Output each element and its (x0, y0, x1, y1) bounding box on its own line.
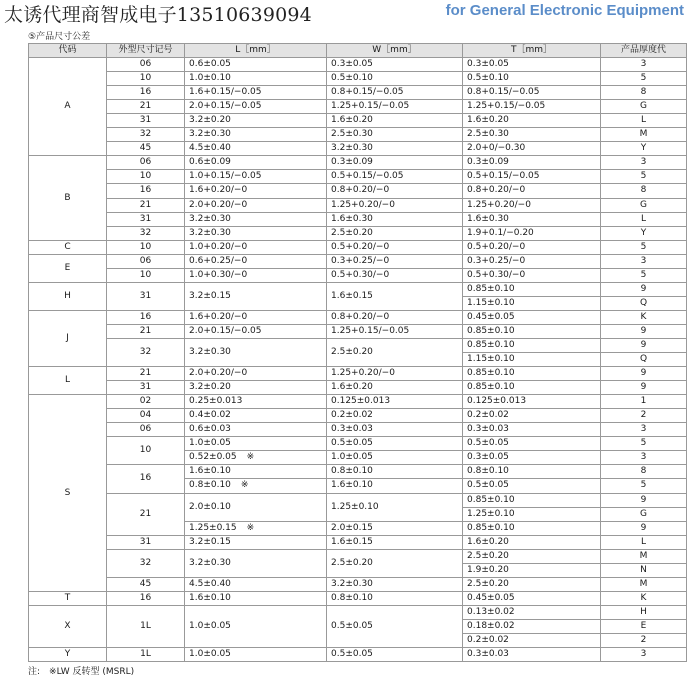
code-cell: B (29, 156, 107, 240)
length-value: 0.6±0.05 (189, 59, 231, 70)
thickness-code-cell: 9 (601, 367, 687, 381)
header-width: W［mm］ (327, 44, 463, 58)
width-cell: 0.5+0.30/−0 (327, 268, 463, 282)
thickness-cell: 2.0+0/−0.30 (463, 142, 601, 156)
code-cell: E (29, 254, 107, 282)
length-cell (185, 156, 327, 170)
thickness-code-cell: 3 (601, 423, 687, 437)
width-cell: 0.2±0.02 (327, 409, 463, 423)
thickness-code-cell: 9 (601, 493, 687, 507)
length-cell (185, 226, 327, 240)
size-cell: 32 (107, 128, 185, 142)
thickness-code-cell: 5 (601, 240, 687, 254)
length-cell (185, 409, 327, 423)
table-row (29, 268, 687, 282)
thickness-code-cell: 5 (601, 437, 687, 451)
thickness-code-cell: Q (601, 296, 687, 310)
thickness-cell: 0.85±0.10 (463, 367, 601, 381)
thickness-code-cell: 9 (601, 521, 687, 535)
length-value: 1.25±0.15 (189, 522, 237, 533)
length-cell (185, 212, 327, 226)
size-cell: 06 (107, 254, 185, 268)
table-row (29, 465, 687, 479)
thickness-cell: 2.5±0.30 (463, 128, 601, 142)
code-cell: C (29, 240, 107, 254)
width-cell: 0.5±0.10 (327, 72, 463, 86)
thickness-cell: 0.85±0.10 (463, 521, 601, 535)
width-cell: 0.8+0.20/−0 (327, 310, 463, 324)
width-cell: 1.25+0.15/−0.05 (327, 324, 463, 338)
length-value: 3.2±0.20 (189, 382, 231, 393)
length-value: 1.0±0.10 (189, 73, 231, 84)
table-row (29, 324, 687, 338)
thickness-cell: 1.25+0.15/−0.05 (463, 100, 601, 114)
thickness-code-cell: 3 (601, 254, 687, 268)
size-cell: 21 (107, 367, 185, 381)
length-cell (185, 521, 327, 535)
size-cell: 16 (107, 591, 185, 605)
width-cell: 0.5+0.15/−0.05 (327, 170, 463, 184)
thickness-code-cell: 8 (601, 184, 687, 198)
length-value: 1.6+0.20/−0 (189, 185, 248, 196)
thickness-cell: 0.18±0.02 (463, 619, 601, 633)
size-cell: 02 (107, 395, 185, 409)
thickness-code-cell: 5 (601, 268, 687, 282)
thickness-code-cell: M (601, 128, 687, 142)
length-cell (185, 535, 327, 549)
size-cell: 06 (107, 423, 185, 437)
thickness-cell: 0.5+0.30/−0 (463, 268, 601, 282)
width-cell: 2.5±0.20 (327, 226, 463, 240)
width-cell: 2.5±0.20 (327, 338, 463, 366)
thickness-cell: 1.9±0.20 (463, 563, 601, 577)
length-cell (185, 268, 327, 282)
length-value: 1.6+0.20/−0 (189, 311, 248, 322)
width-cell: 2.5±0.20 (327, 549, 463, 577)
width-cell: 1.25+0.20/−0 (327, 367, 463, 381)
length-value: 3.2±0.30 (189, 129, 231, 140)
thickness-code-cell: K (601, 310, 687, 324)
width-cell: 0.3±0.03 (327, 423, 463, 437)
width-cell: 1.6±0.15 (327, 535, 463, 549)
length-value: 0.6±0.09 (189, 157, 231, 168)
width-cell: 0.8±0.10 (327, 465, 463, 479)
length-cell (185, 100, 327, 114)
length-cell (185, 367, 327, 381)
length-value: 0.8±0.10 (189, 480, 231, 491)
table-row (29, 310, 687, 324)
thickness-cell: 0.5+0.20/−0 (463, 240, 601, 254)
size-cell: 10 (107, 240, 185, 254)
thickness-code-cell: 3 (601, 648, 687, 662)
width-cell: 1.6±0.30 (327, 212, 463, 226)
thickness-code-cell: 1 (601, 395, 687, 409)
size-cell: 06 (107, 58, 185, 72)
thickness-code-cell: 3 (601, 156, 687, 170)
length-cell (185, 338, 327, 366)
thickness-cell: 2.5±0.20 (463, 549, 601, 563)
thickness-code-cell: M (601, 577, 687, 591)
table-row (29, 72, 687, 86)
thickness-cell: 0.8±0.10 (463, 465, 601, 479)
dimension-tolerance-table (28, 43, 687, 662)
thickness-code-cell: G (601, 100, 687, 114)
length-cell (185, 493, 327, 521)
width-cell: 1.6±0.15 (327, 282, 463, 310)
thickness-code-cell: 8 (601, 86, 687, 100)
thickness-cell: 0.85±0.10 (463, 324, 601, 338)
thickness-cell: 0.3±0.03 (463, 648, 601, 662)
length-value: 1.0+0.30/−0 (189, 269, 248, 280)
table-row (29, 648, 687, 662)
thickness-cell: 0.125±0.013 (463, 395, 601, 409)
thickness-code-cell: H (601, 605, 687, 619)
size-cell: 1L (107, 605, 185, 647)
length-cell (185, 423, 327, 437)
thickness-cell: 0.85±0.10 (463, 338, 601, 352)
width-cell: 1.6±0.20 (327, 381, 463, 395)
table-row (29, 114, 687, 128)
length-cell (185, 395, 327, 409)
length-cell (185, 282, 327, 310)
thickness-code-cell: L (601, 212, 687, 226)
table-row (29, 423, 687, 437)
length-value: 3.2±0.15 (189, 290, 231, 301)
thickness-cell: 0.85±0.10 (463, 493, 601, 507)
size-cell: 21 (107, 493, 185, 535)
length-cell (185, 184, 327, 198)
thickness-cell: 1.6±0.20 (463, 114, 601, 128)
thickness-code-cell: Q (601, 353, 687, 367)
thickness-cell: 1.25+0.20/−0 (463, 198, 601, 212)
header-code: 代码 (29, 44, 107, 58)
length-cell (185, 142, 327, 156)
thickness-code-cell: N (601, 563, 687, 577)
thickness-cell: 0.85±0.10 (463, 282, 601, 296)
length-value: 1.0±0.05 (189, 438, 231, 449)
thickness-cell: 0.45±0.05 (463, 591, 601, 605)
thickness-cell: 2.5±0.20 (463, 577, 601, 591)
thickness-code-cell: 9 (601, 381, 687, 395)
length-value: 3.2±0.15 (189, 536, 231, 547)
thickness-cell: 0.3±0.03 (463, 423, 601, 437)
table-row (29, 184, 687, 198)
size-cell: 16 (107, 86, 185, 100)
page-header (0, 0, 694, 26)
header-size-code: 外型尺寸记号 (107, 44, 185, 58)
thickness-cell: 0.3±0.09 (463, 156, 601, 170)
size-cell: 31 (107, 114, 185, 128)
size-cell: 1L (107, 648, 185, 662)
table-row (29, 395, 687, 409)
thickness-code-cell: E (601, 619, 687, 633)
length-cell (185, 128, 327, 142)
length-value: 1.6±0.10 (189, 466, 231, 477)
table-row (29, 170, 687, 184)
length-value: 1.6+0.15/−0.05 (189, 87, 262, 98)
length-value: 3.2±0.30 (189, 347, 231, 358)
thickness-cell: 0.5±0.05 (463, 479, 601, 493)
thickness-code-cell: Y (601, 226, 687, 240)
size-cell: 32 (107, 338, 185, 366)
thickness-cell: 0.5±0.10 (463, 72, 601, 86)
code-cell: S (29, 395, 107, 592)
code-cell: H (29, 282, 107, 310)
section-title: ⑤产品尺寸公差 (28, 32, 91, 42)
code-cell: A (29, 58, 107, 156)
length-value: 1.0+0.20/−0 (189, 241, 248, 252)
length-cell (185, 198, 327, 212)
thickness-code-cell: G (601, 198, 687, 212)
width-cell: 0.5±0.05 (327, 605, 463, 647)
thickness-code-cell: 5 (601, 479, 687, 493)
length-value: 0.6±0.03 (189, 424, 231, 435)
width-cell: 1.25+0.20/−0 (327, 198, 463, 212)
length-value: 3.2±0.30 (189, 227, 231, 238)
table-body (29, 58, 687, 662)
size-cell: 10 (107, 268, 185, 282)
length-cell (185, 577, 327, 591)
size-cell: 16 (107, 310, 185, 324)
size-cell: 10 (107, 72, 185, 86)
length-cell (185, 240, 327, 254)
thickness-code-cell: G (601, 507, 687, 521)
length-cell (185, 465, 327, 479)
thickness-code-cell: 9 (601, 324, 687, 338)
table-row (29, 226, 687, 240)
thickness-cell: 1.15±0.10 (463, 296, 601, 310)
width-cell: 0.3±0.05 (327, 58, 463, 72)
thickness-code-cell: 2 (601, 409, 687, 423)
thickness-code-cell: 3 (601, 58, 687, 72)
thickness-code-cell: L (601, 535, 687, 549)
thickness-cell: 0.8+0.20/−0 (463, 184, 601, 198)
length-value: 1.0±0.05 (189, 620, 231, 631)
thickness-code-cell: 9 (601, 338, 687, 352)
table-row (29, 58, 687, 72)
thickness-code-cell: 5 (601, 72, 687, 86)
size-cell: 31 (107, 381, 185, 395)
code-cell: L (29, 367, 107, 395)
size-cell: 06 (107, 156, 185, 170)
table-row (29, 381, 687, 395)
length-value: 2.0+0.20/−0 (189, 368, 248, 379)
size-cell: 31 (107, 282, 185, 310)
thickness-cell: 0.3±0.05 (463, 451, 601, 465)
length-cell (185, 86, 327, 100)
company-name: 太诱代理商智成电子13510639094 (4, 4, 312, 26)
width-cell: 0.8+0.15/−0.05 (327, 86, 463, 100)
table-row (29, 549, 687, 563)
size-cell: 16 (107, 184, 185, 198)
width-cell: 1.6±0.20 (327, 114, 463, 128)
length-cell (185, 254, 327, 268)
thickness-cell: 1.15±0.10 (463, 353, 601, 367)
header-length: L［mm］ (185, 44, 327, 58)
length-cell (185, 437, 327, 451)
length-value: 1.6±0.10 (189, 592, 231, 603)
size-cell: 45 (107, 577, 185, 591)
table-row (29, 591, 687, 605)
thickness-cell: 0.85±0.10 (463, 381, 601, 395)
table-row (29, 577, 687, 591)
width-cell: 1.25+0.15/−0.05 (327, 100, 463, 114)
length-cell (185, 451, 327, 465)
length-value: 3.2±0.20 (189, 115, 231, 126)
size-cell: 04 (107, 409, 185, 423)
size-cell: 45 (107, 142, 185, 156)
length-cell (185, 324, 327, 338)
header-thickness-code: 产品厚度代 (601, 44, 687, 58)
footnote: 注: ※LW 反转型 (MSRL) (28, 667, 135, 677)
reverse-type-mark: ※ (246, 452, 255, 463)
length-value: 0.4±0.02 (189, 410, 231, 421)
table-row (29, 86, 687, 100)
size-cell: 31 (107, 535, 185, 549)
table-row (29, 128, 687, 142)
table-row (29, 535, 687, 549)
size-cell: 21 (107, 198, 185, 212)
thickness-cell: 1.25±0.10 (463, 507, 601, 521)
length-value: 0.52±0.05 (189, 452, 237, 463)
code-cell: T (29, 591, 107, 605)
table-row (29, 409, 687, 423)
table-row (29, 156, 687, 170)
length-cell (185, 605, 327, 647)
code-cell: J (29, 310, 107, 366)
table-row (29, 100, 687, 114)
length-cell (185, 479, 327, 493)
length-value: 0.25±0.013 (189, 396, 243, 407)
length-cell (185, 549, 327, 577)
length-cell (185, 591, 327, 605)
thickness-code-cell: 8 (601, 465, 687, 479)
length-value: 2.0+0.20/−0 (189, 199, 248, 210)
size-cell: 32 (107, 226, 185, 240)
thickness-cell: 0.3±0.05 (463, 58, 601, 72)
width-cell: 0.8+0.20/−0 (327, 184, 463, 198)
table-row (29, 493, 687, 507)
width-cell: 3.2±0.30 (327, 577, 463, 591)
width-cell: 0.8±0.10 (327, 591, 463, 605)
thickness-cell: 1.6±0.20 (463, 535, 601, 549)
code-cell: X (29, 605, 107, 647)
length-value: 2.0±0.10 (189, 501, 231, 512)
table-row (29, 240, 687, 254)
length-cell (185, 381, 327, 395)
size-cell: 10 (107, 437, 185, 465)
width-cell: 1.0±0.05 (327, 451, 463, 465)
width-cell: 3.2±0.30 (327, 142, 463, 156)
reverse-type-mark: ※ (240, 480, 249, 491)
length-cell (185, 58, 327, 72)
table-header-row (29, 44, 687, 58)
thickness-code-cell: L (601, 114, 687, 128)
length-value: 0.6+0.25/−0 (189, 255, 248, 266)
thickness-cell: 0.2±0.02 (463, 409, 601, 423)
width-cell: 2.5±0.30 (327, 128, 463, 142)
width-cell: 2.0±0.15 (327, 521, 463, 535)
length-value: 2.0+0.15/−0.05 (189, 101, 262, 112)
table-row (29, 198, 687, 212)
header-thickness: T［mm］ (463, 44, 601, 58)
thickness-code-cell: 2 (601, 633, 687, 647)
table-row (29, 605, 687, 619)
table-row (29, 367, 687, 381)
width-cell: 0.125±0.013 (327, 395, 463, 409)
length-cell (185, 114, 327, 128)
size-cell: 16 (107, 465, 185, 493)
table-row (29, 437, 687, 451)
width-cell: 0.3±0.09 (327, 156, 463, 170)
thickness-code-cell: 9 (601, 282, 687, 296)
size-cell: 21 (107, 324, 185, 338)
thickness-code-cell: K (601, 591, 687, 605)
width-cell: 0.5±0.05 (327, 648, 463, 662)
width-cell: 0.5±0.05 (327, 437, 463, 451)
thickness-cell: 1.6±0.30 (463, 212, 601, 226)
thickness-code-cell: 3 (601, 451, 687, 465)
length-cell (185, 72, 327, 86)
thickness-cell: 1.9+0.1/−0.20 (463, 226, 601, 240)
length-cell (185, 310, 327, 324)
thickness-code-cell: Y (601, 142, 687, 156)
length-cell (185, 170, 327, 184)
thickness-cell: 0.5+0.15/−0.05 (463, 170, 601, 184)
tagline: for General Electronic Equipment (445, 2, 684, 19)
length-value: 3.2±0.30 (189, 557, 231, 568)
table-row (29, 282, 687, 296)
size-cell: 31 (107, 212, 185, 226)
size-cell: 10 (107, 170, 185, 184)
width-cell: 1.6±0.10 (327, 479, 463, 493)
length-value: 1.0±0.05 (189, 649, 231, 660)
code-cell: Y (29, 648, 107, 662)
thickness-cell: 0.8+0.15/−0.05 (463, 86, 601, 100)
table-row (29, 254, 687, 268)
table-row (29, 212, 687, 226)
reverse-type-mark: ※ (246, 522, 255, 533)
width-cell: 0.5+0.20/−0 (327, 240, 463, 254)
width-cell: 1.25±0.10 (327, 493, 463, 521)
length-cell (185, 648, 327, 662)
length-value: 4.5±0.40 (189, 143, 231, 154)
width-cell: 0.3+0.25/−0 (327, 254, 463, 268)
thickness-cell: 0.2±0.02 (463, 633, 601, 647)
thickness-code-cell: 5 (601, 170, 687, 184)
size-cell: 32 (107, 549, 185, 577)
table-row (29, 338, 687, 352)
thickness-cell: 0.13±0.02 (463, 605, 601, 619)
length-value: 1.0+0.15/−0.05 (189, 171, 262, 182)
table-row (29, 142, 687, 156)
thickness-cell: 0.5±0.05 (463, 437, 601, 451)
length-value: 2.0+0.15/−0.05 (189, 325, 262, 336)
size-cell: 21 (107, 100, 185, 114)
thickness-code-cell: M (601, 549, 687, 563)
thickness-cell: 0.45±0.05 (463, 310, 601, 324)
length-value: 4.5±0.40 (189, 578, 231, 589)
length-value: 3.2±0.30 (189, 213, 231, 224)
thickness-cell: 0.3+0.25/−0 (463, 254, 601, 268)
